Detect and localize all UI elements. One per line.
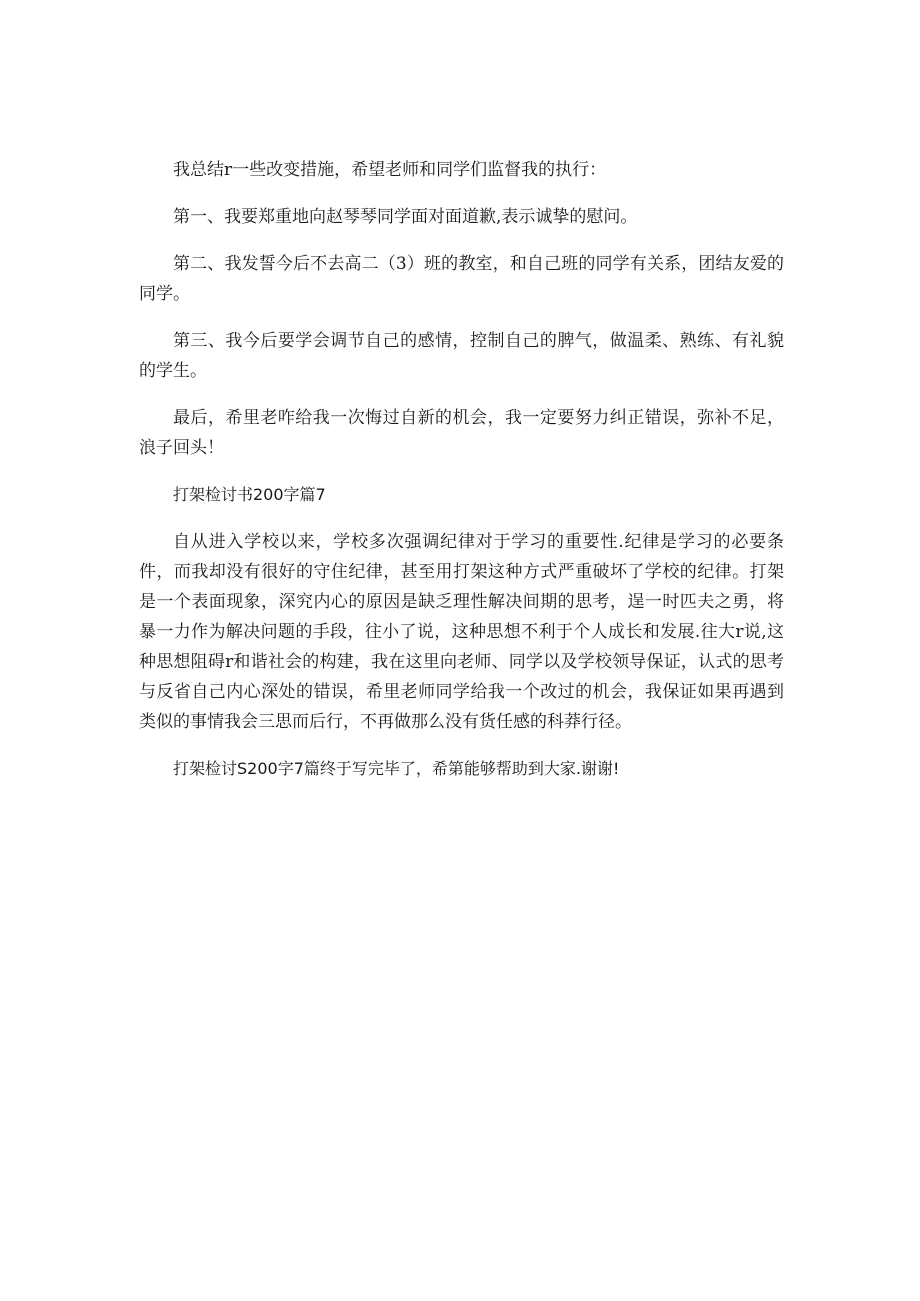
document-body bbox=[139, 155, 784, 801]
paragraph-first-measure: 第一、我要郑重地向赵琴琴同学面对面道歉,表示诚挚的慰问。 bbox=[173, 207, 638, 227]
paragraph-final-measure: 最后，希里老咋给我一次悔过自新的机会，我一定要努力纠正错误，弥补不足，浪子回头！ bbox=[139, 408, 784, 458]
paragraph-measures-intro: 我总结r一些改变措施，希望老师和同学们监督我的执行： bbox=[173, 160, 607, 180]
paragraph-second-measure: 第二、我发誓今后不去高二（3）班的教室，和自己班的同学有关系，团结友爱的同学。 bbox=[139, 254, 784, 304]
section-heading: 打架检讨书200字篇7 bbox=[173, 485, 326, 504]
body-paragraph: 自从进入学校以来，学校多次强调纪律对于学习的重要性.纪律是学习的必要条件，而我却没有很好的守住纪律，甚至用打架这种方式严重破坏了学校的纪律。打架是一个表面现象，深究内心的原因是缺乏理性解决间期的思考，逞一时匹夫之勇，将暴一力作为解决问题的手段，往小了说，这种思想不利于个人成长和发展.往大r说,这种思想阻碍r和谐社会的构建，我在这里向老师、同学以及学校领导保证，认式的思考与反省自己内心深处的错误，希里老师同学给我一个改过的机会，我保证如果再遇到类似的事情我会三思而后行，不再做那么没有货任感的科莽行径。 bbox=[139, 532, 784, 732]
closing-line: 打架检讨S200字7篇终于写完毕了，希第能够帮助到大家.谢谢! bbox=[173, 759, 620, 778]
paragraph-third-measure: 第三、我今后要学会调节自己的感情，控制自己的脾气，做温柔、熟练、有礼貌的学生。 bbox=[139, 331, 784, 381]
